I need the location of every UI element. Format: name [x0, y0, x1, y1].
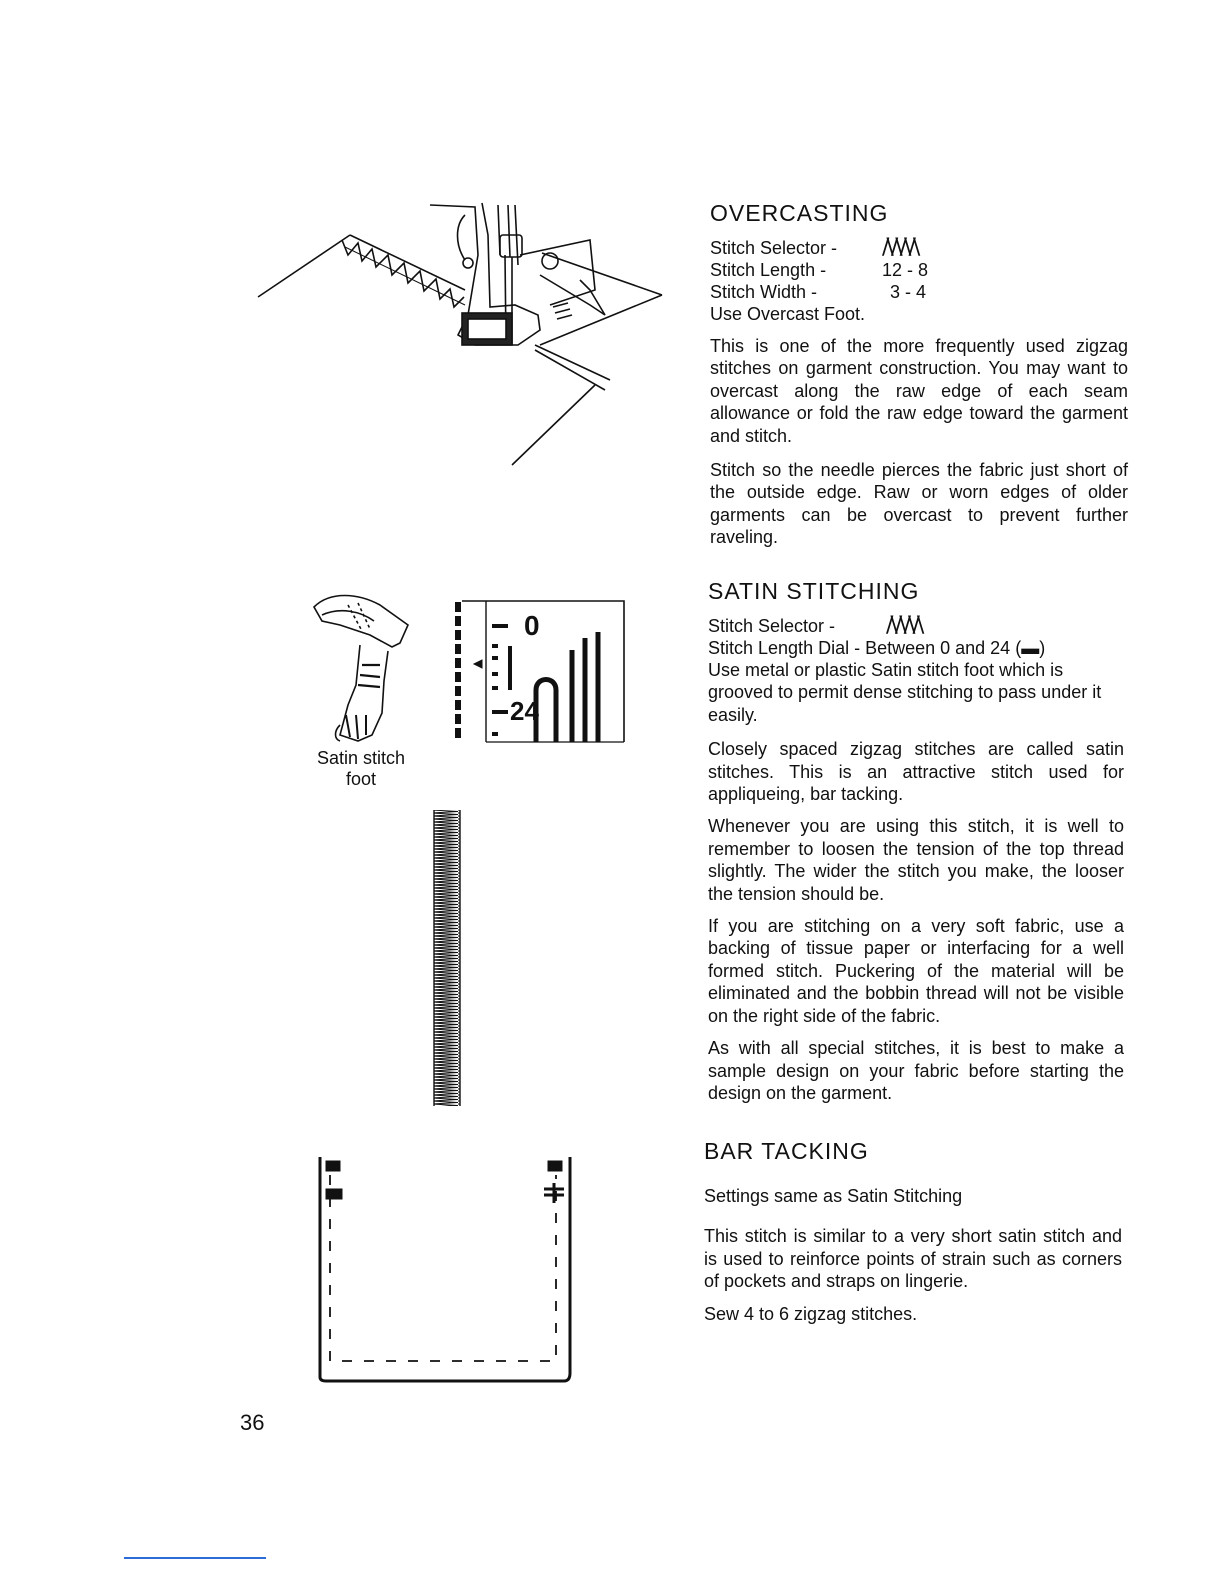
satin-foot-caption-line1: Satin stitch	[316, 748, 406, 768]
satin-paragraph-1: Closely spaced zigzag stitches are called satin stitches. This is an attractive stitch used for appliqueing, bar tacking.	[708, 739, 1124, 805]
satin-heading: SATIN STITCHING	[708, 578, 920, 604]
overcasting-paragraph-1: This is one of the more frequently used zigzag stitches on garment construction. You may want to overcast along the raw edge of each seam allowance or fold the raw edge toward the garment and stitch.	[710, 336, 1128, 446]
satin-foot-note: Use metal or plastic Satin stitch foot which is grooved to permit dense stitching to pass under it easily.	[708, 660, 1102, 725]
satin-section	[708, 578, 1124, 1104]
satin-foot-caption-line2: foot	[345, 769, 377, 789]
setting-value: 12 - 8	[882, 260, 929, 280]
setting-label: Stitch Length -	[710, 260, 827, 280]
overcasting-setting-length	[710, 259, 1128, 281]
dial-label-0: 0	[524, 610, 540, 641]
setting-value: 3 - 4	[890, 282, 927, 302]
bar-tacking-heading: BAR TACKING	[704, 1138, 869, 1164]
page-number: 36	[240, 1410, 265, 1435]
pocket-bar-tack-illustration	[318, 1155, 574, 1383]
bar-tacking-settings-note: Settings same as Satin Stitching	[704, 1186, 963, 1206]
satin-setting-length: Stitch Length Dial - Between 0 and 24 (▬)	[708, 638, 1046, 658]
overcasting-heading: OVERCASTING	[710, 200, 889, 226]
zigzag-icon: /\/\/\/\	[882, 235, 918, 260]
footer-rule	[124, 1557, 266, 1559]
overcasting-paragraph-2: Stitch so the needle pierces the fabric just short of the outside edge. Raw or worn edges of older garments can be overcast to prevent further raveling.	[710, 460, 1128, 548]
bar-tacking-paragraph-2: Sew 4 to 6 zigzag stitches.	[704, 1303, 918, 1324]
satin-paragraph-2: Whenever you are using this stitch, it is well to remember to loosen the tension of the top thread slightly. The wider the stitch you make, the looser the tension should be.	[708, 816, 1124, 904]
satin-paragraph-4: As with all special stitches, it is best to make a sample design on your fabric before starting the design on the garment.	[708, 1038, 1124, 1103]
overcasting-setting-width	[710, 281, 1128, 303]
bar-tacking-paragraph-1: This stitch is similar to a very short satin stitch and is used to reinforce points of strain such as corners of pockets and straps on lingerie.	[704, 1226, 1122, 1292]
bar-tacking-section	[704, 1138, 1122, 1325]
stitch-length-dial	[452, 598, 627, 744]
setting-label: Stitch Width -	[710, 282, 818, 302]
zigzag-icon: /\/\/\/\	[886, 613, 922, 638]
setting-label: Stitch Selector -	[710, 238, 838, 258]
overcasting-section	[710, 200, 1128, 549]
satin-paragraph-3: If you are stitching on a very soft fabric, use a backing of tissue paper or interfacing for a well formed stitch. Puckering of the material will be eliminated and the bobbin thread will not be visible on the right side of the fabric.	[708, 916, 1124, 1026]
setting-label: Stitch Selector -	[708, 616, 836, 636]
overcasting-illustration	[250, 195, 670, 465]
satin-setting-selector	[708, 615, 1124, 637]
satin-stitch-sample	[432, 810, 462, 1106]
dial-label-24: 24	[510, 696, 539, 726]
overcasting-setting-selector	[710, 237, 1128, 259]
satin-stitch-foot-illustration	[300, 585, 420, 745]
overcasting-foot-note: Use Overcast Foot.	[710, 304, 866, 324]
